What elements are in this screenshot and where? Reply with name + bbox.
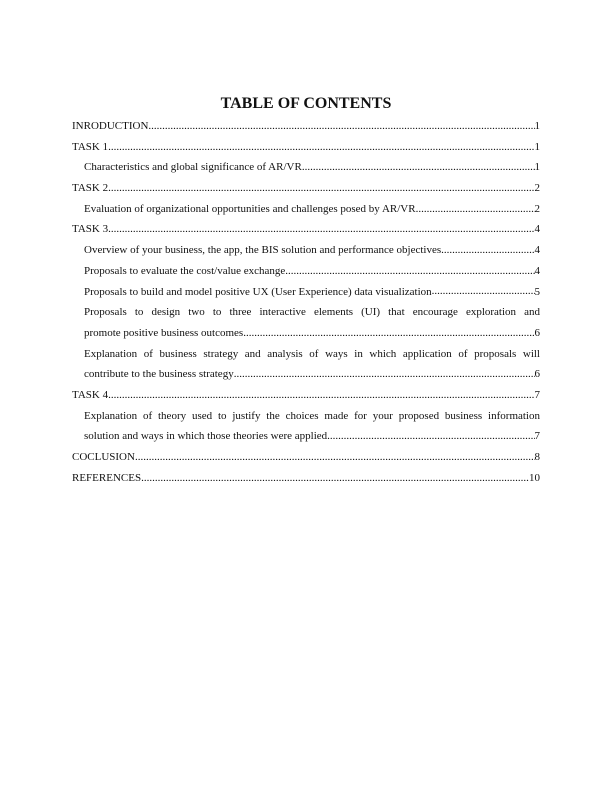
toc-entry[interactable] [72, 302, 540, 343]
dot-leader [108, 385, 534, 406]
toc-page-number: 1 [534, 161, 540, 174]
toc-entry-text: contribute to the business strategy [84, 368, 234, 381]
toc-entry-text: Explanation of theory used to justify the choices made for your proposed business information [84, 409, 540, 422]
toc-page-number: 4 [534, 244, 540, 257]
toc-entry-text: TASK 2 [72, 182, 109, 195]
toc-page-number: 1 [534, 120, 540, 132]
toc-entry[interactable] [72, 116, 540, 137]
dot-leader [141, 468, 529, 489]
toc-entry-text: TASK 3 [72, 223, 109, 236]
dot-leader [108, 219, 534, 240]
toc-page-number: 2 [534, 182, 540, 195]
toc-page-number: 2 [534, 202, 540, 215]
dot-leader [108, 137, 534, 158]
dot-leader [108, 178, 534, 199]
toc-entry-text: solution and ways in which those theories were applied [84, 430, 328, 443]
dot-leader [234, 364, 535, 385]
toc-entry[interactable] [72, 178, 540, 199]
table-of-contents [72, 116, 540, 488]
toc-entry[interactable] [72, 344, 540, 385]
toc-page-number: 5 [534, 285, 540, 298]
toc-entry[interactable] [72, 137, 540, 158]
toc-page-number: 1 [534, 140, 540, 153]
toc-page-number: 4 [534, 223, 540, 236]
toc-page-number: 6 [534, 368, 540, 381]
toc-entry[interactable] [72, 385, 540, 406]
toc-page-number: 4 [534, 264, 540, 277]
toc-page-number: 10 [529, 471, 540, 484]
toc-entry[interactable] [72, 199, 540, 220]
toc-entry-text: promote positive business outcomes [84, 326, 244, 339]
dot-leader [243, 323, 534, 344]
toc-entry-text: Characteristics and global significance of AR/VR [84, 161, 302, 174]
dot-leader [416, 199, 535, 220]
toc-entry-text: INRODUCTION [72, 120, 149, 132]
toc-title: TABLE OF CONTENTS [220, 95, 392, 112]
toc-entry[interactable] [72, 240, 540, 261]
dot-leader [302, 157, 535, 178]
dot-leader [285, 261, 534, 282]
toc-entry[interactable] [72, 261, 540, 282]
dot-leader [148, 116, 534, 137]
toc-page-number: 7 [534, 430, 540, 443]
toc-page-number: 7 [534, 388, 540, 401]
toc-entry[interactable] [72, 447, 540, 468]
dot-leader [432, 282, 535, 303]
toc-entry[interactable] [72, 157, 540, 178]
toc-entry-text: TASK 1 [72, 140, 109, 153]
toc-entry-text: Proposals to build and model positive UX (User Experience) data visualization [84, 285, 432, 298]
toc-entry[interactable] [72, 406, 540, 447]
toc-page-number: 6 [534, 326, 540, 339]
toc-entry-text: REFERENCES [72, 471, 142, 484]
toc-entry-text: TASK 4 [72, 388, 109, 401]
toc-entry[interactable] [72, 468, 540, 489]
toc-entry-text: Evaluation of organizational opportunities and challenges posed by AR/VR [84, 202, 416, 215]
dot-leader [135, 447, 535, 468]
toc-entry-text: Overview of your business, the app, the BIS solution and performance objectives [84, 244, 442, 257]
dot-leader [327, 426, 534, 447]
dot-leader [441, 240, 534, 261]
toc-entry-text: COCLUSION [72, 451, 135, 463]
toc-entry-text: Proposals to design two to three interactive elements (UI) that encourage exploration and [84, 306, 540, 319]
toc-entry-text: Explanation of business strategy and analysis of ways in which application of proposals will [84, 347, 540, 360]
toc-entry[interactable] [72, 219, 540, 240]
toc-page-number: 8 [534, 451, 540, 463]
toc-entry[interactable] [72, 282, 540, 303]
toc-entry-text: Proposals to evaluate the cost/value exchange [84, 264, 286, 277]
